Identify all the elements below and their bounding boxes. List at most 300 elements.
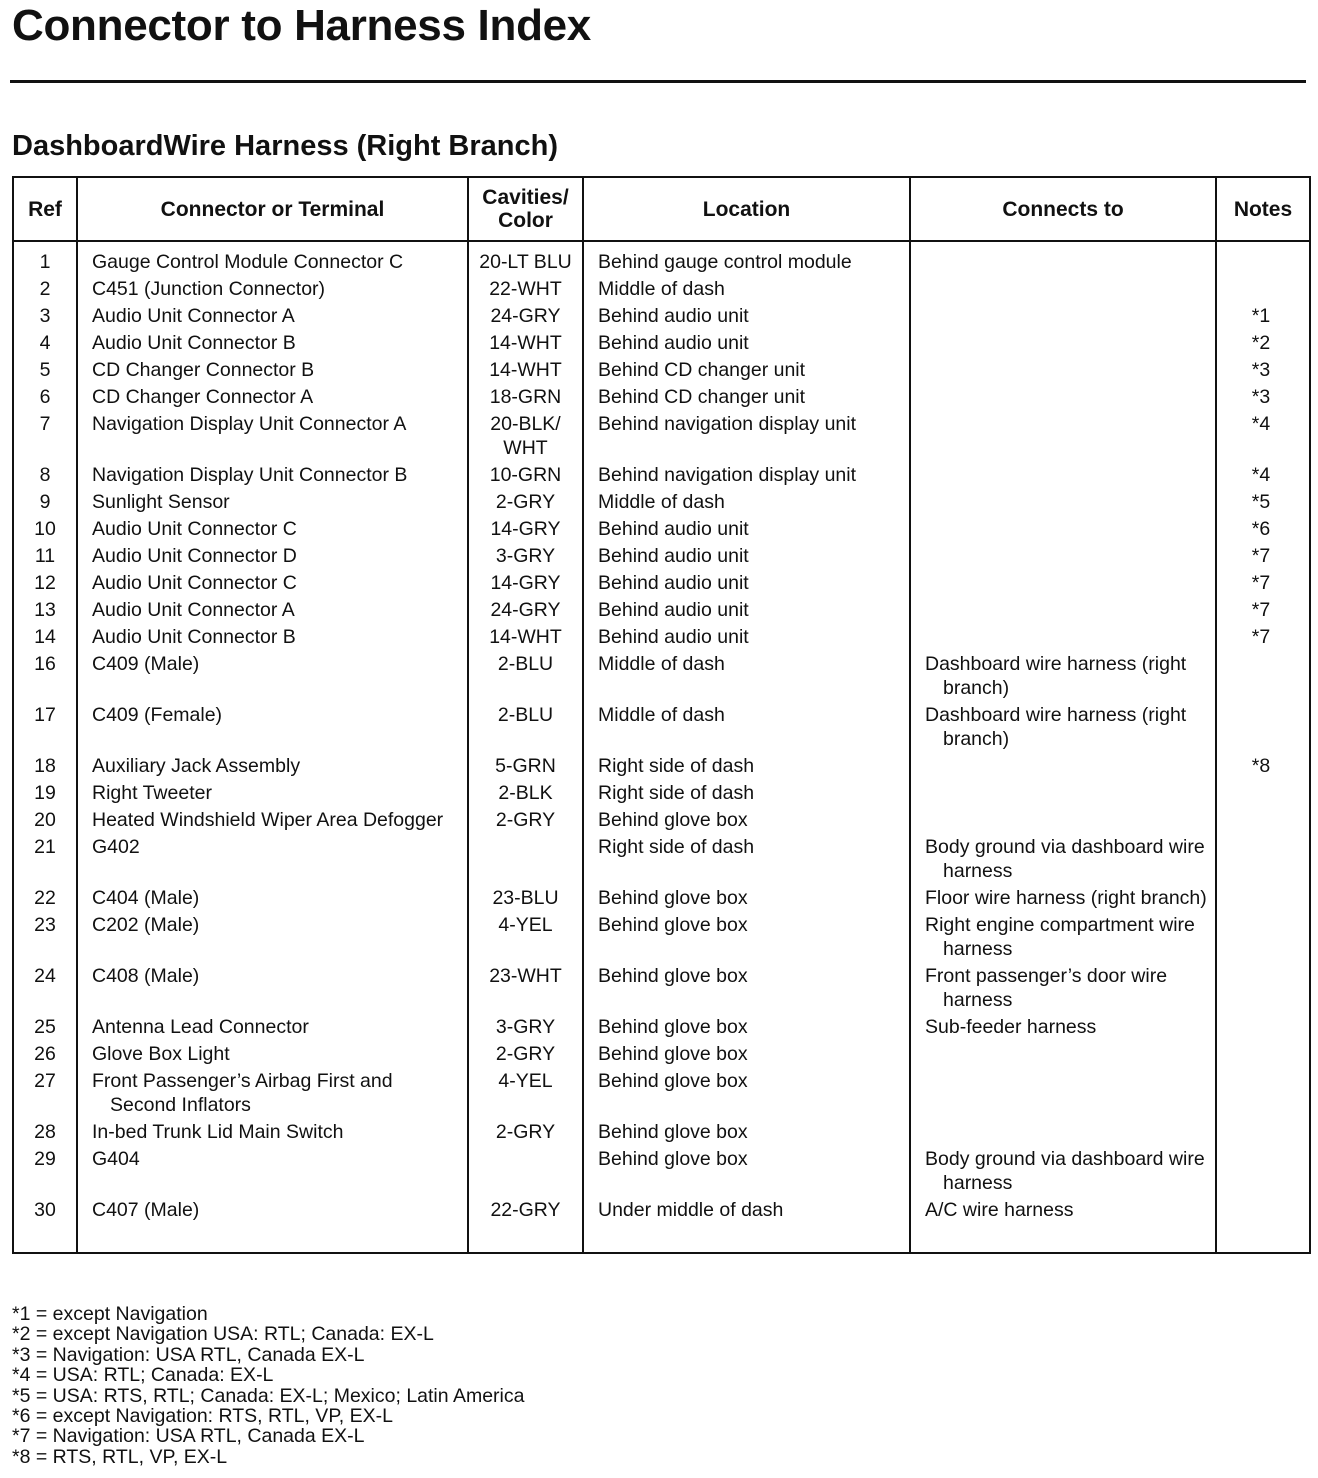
cavities-cell: [468, 410, 583, 461]
notes-cell: [1216, 302, 1310, 329]
connects-to-cell: [910, 302, 1216, 329]
connector-cell-text: Heated Windshield Wiper Area Defogger: [92, 809, 444, 831]
ref-cell-text: 29: [34, 1148, 56, 1170]
ref-cell: [13, 302, 77, 329]
ref-cell: [13, 701, 77, 752]
column-header-location: Location: [583, 177, 910, 241]
notes-cell: [1216, 752, 1310, 779]
ref-cell-text: 12: [34, 572, 56, 594]
ref-cell: [13, 1118, 77, 1145]
connector-cell: [77, 241, 468, 275]
column-header-cavities: [468, 177, 583, 241]
cavities-cell-text: 24-GRY: [490, 599, 561, 621]
connector-cell-text: Right Tweeter: [92, 782, 212, 804]
connects-to-cell: [910, 275, 1216, 302]
cavities-cell-text: 22-WHT: [489, 278, 562, 300]
connector-cell: [77, 1013, 468, 1040]
notes-cell-text: *3: [1251, 359, 1271, 381]
connector-cell-text: G404: [92, 1148, 140, 1170]
ref-cell-text: 11: [34, 545, 56, 567]
notes-cell-text: *6: [1251, 518, 1271, 540]
column-header-connects: Connects to: [910, 177, 1216, 241]
cavities-cell-text: 2-BLU: [497, 653, 554, 675]
ref-cell: [13, 806, 77, 833]
ref-cell: [13, 515, 77, 542]
cavities-cell: [468, 1013, 583, 1040]
cavities-cell: [468, 833, 583, 884]
connector-cell: [77, 410, 468, 461]
ref-cell: [13, 1067, 77, 1118]
page-title: Connector to Harness Index: [12, 1, 591, 50]
cavities-cell: [468, 1067, 583, 1118]
connector-cell: [77, 779, 468, 806]
footnote-line: *4 = USA: RTL; Canada: EX-L: [12, 1364, 274, 1387]
cavities-cell: [468, 1196, 583, 1253]
notes-cell: [1216, 383, 1310, 410]
location-cell: [583, 833, 910, 884]
location-cell-text: Behind audio unit: [598, 332, 749, 354]
cavities-cell-text: 20-BLK/ WHT: [490, 413, 561, 459]
table-header-row: [13, 177, 1310, 241]
location-cell: [583, 488, 910, 515]
connector-cell-text: CD Changer Connector A: [92, 386, 314, 408]
location-cell: [583, 356, 910, 383]
table-row: [13, 356, 1310, 383]
location-cell: [583, 410, 910, 461]
location-cell-text: Behind glove box: [598, 1043, 748, 1065]
notes-cell: [1216, 275, 1310, 302]
cavities-cell-text: 18-GRN: [489, 386, 562, 408]
location-cell: [583, 1145, 910, 1196]
notes-cell: [1216, 701, 1310, 752]
connects-to-cell: [910, 1040, 1216, 1067]
connector-cell: [77, 962, 468, 1013]
connects-to-cell: [910, 884, 1216, 911]
cavities-cell-text: 23-WHT: [489, 965, 562, 987]
notes-cell: [1216, 650, 1310, 701]
ref-cell-text: 10: [34, 518, 56, 540]
table-row: [13, 302, 1310, 329]
notes-cell: [1216, 806, 1310, 833]
footnote-line: *8 = RTS, RTL, VP, EX-L: [12, 1445, 228, 1468]
connector-cell-text: C409 (Male): [92, 653, 200, 675]
cavities-cell-text: 10-GRN: [489, 464, 562, 486]
connects-to-cell-text: Dashboard wire harness (right branch): [925, 653, 1187, 699]
cavities-cell-text: 5-GRN: [495, 755, 556, 777]
ref-cell: [13, 1013, 77, 1040]
cavities-cell-text: 2-GRY: [495, 809, 556, 831]
cavities-cell: [468, 302, 583, 329]
table-row: [13, 383, 1310, 410]
connects-to-cell: [910, 1196, 1216, 1253]
cavities-cell-text: 20-LT BLU: [479, 251, 572, 273]
location-cell: [583, 1118, 910, 1145]
cavities-cell-text: 3-GRY: [495, 1016, 556, 1038]
connector-cell: [77, 650, 468, 701]
ref-cell: [13, 542, 77, 569]
connects-to-cell: [910, 241, 1216, 275]
location-cell: [583, 1013, 910, 1040]
cavities-cell: [468, 275, 583, 302]
notes-cell: [1216, 911, 1310, 962]
connector-cell-text: C407 (Male): [92, 1199, 200, 1221]
connects-to-cell-text: Sub-feeder harness: [925, 1016, 1097, 1038]
connector-cell-text: Glove Box Light: [92, 1043, 230, 1065]
connects-to-cell-text: Body ground via dashboard wire harness: [925, 836, 1205, 882]
notes-cell: [1216, 461, 1310, 488]
notes-cell: [1216, 962, 1310, 1013]
location-cell: [583, 275, 910, 302]
column-header-cavities-line2: Color: [498, 209, 553, 232]
connector-cell: [77, 488, 468, 515]
connector-cell-text: Antenna Lead Connector: [92, 1016, 309, 1038]
ref-cell-text: 27: [34, 1070, 56, 1092]
connects-to-cell: [910, 596, 1216, 623]
ref-cell-text: 5: [39, 359, 51, 381]
connects-to-cell: [910, 356, 1216, 383]
location-cell-text: Middle of dash: [598, 278, 725, 300]
ref-cell: [13, 1196, 77, 1253]
ref-cell-text: 3: [39, 305, 51, 327]
table-row: [13, 884, 1310, 911]
notes-cell-text: *7: [1251, 572, 1271, 594]
ref-cell-text: 1: [39, 251, 51, 273]
ref-cell: [13, 650, 77, 701]
section-title: DashboardWire Harness (Right Branch): [12, 130, 559, 162]
notes-cell: [1216, 884, 1310, 911]
location-cell-text: Behind navigation display unit: [598, 413, 857, 435]
column-header-connector: Connector or Terminal: [77, 177, 468, 241]
location-cell: [583, 779, 910, 806]
notes-cell: [1216, 833, 1310, 884]
connector-cell: [77, 884, 468, 911]
cavities-cell: [468, 356, 583, 383]
connects-to-cell: [910, 461, 1216, 488]
table-row: [13, 461, 1310, 488]
harness-table: [12, 176, 1311, 1254]
connects-to-cell: [910, 806, 1216, 833]
notes-cell: [1216, 356, 1310, 383]
notes-cell: [1216, 410, 1310, 461]
cavities-cell-text: 14-WHT: [489, 359, 562, 381]
location-cell-text: Behind CD changer unit: [598, 386, 806, 408]
connector-cell-text: Audio Unit Connector A: [92, 305, 295, 327]
connector-cell-text: Gauge Control Module Connector C: [92, 251, 404, 273]
footnote-line: *3 = Navigation: USA RTL, Canada EX-L: [12, 1343, 365, 1366]
notes-cell: [1216, 488, 1310, 515]
location-cell: [583, 806, 910, 833]
cavities-cell: [468, 1118, 583, 1145]
ref-cell: [13, 596, 77, 623]
ref-cell-text: 14: [34, 626, 56, 648]
connects-to-cell: [910, 1013, 1216, 1040]
connects-to-cell: [910, 488, 1216, 515]
location-cell-text: Behind glove box: [598, 1121, 748, 1143]
location-cell: [583, 596, 910, 623]
connector-cell-text: Audio Unit Connector D: [92, 545, 297, 567]
ref-cell-text: 4: [39, 332, 51, 354]
ref-cell-text: 17: [34, 704, 56, 726]
connector-cell: [77, 461, 468, 488]
table-row: [13, 329, 1310, 356]
cavities-cell-text: 2-GRY: [495, 491, 556, 513]
table-row: [13, 779, 1310, 806]
location-cell-text: Under middle of dash: [598, 1199, 784, 1221]
ref-cell-text: 2: [39, 278, 51, 300]
cavities-cell: [468, 329, 583, 356]
table-row: [13, 752, 1310, 779]
connector-cell-text: Audio Unit Connector C: [92, 572, 297, 594]
notes-cell: [1216, 241, 1310, 275]
table-row: [13, 569, 1310, 596]
footnote-line: *5 = USA: RTS, RTL; Canada: EX-L; Mexico; Latin America: [12, 1384, 525, 1407]
connector-cell: [77, 542, 468, 569]
ref-cell-text: 7: [39, 413, 51, 435]
location-cell-text: Behind glove box: [598, 914, 748, 936]
notes-cell-text: *7: [1251, 626, 1271, 648]
ref-cell: [13, 1145, 77, 1196]
table-row: [13, 833, 1310, 884]
ref-cell: [13, 241, 77, 275]
table-row: [13, 410, 1310, 461]
notes-cell-text: *3: [1251, 386, 1271, 408]
location-cell-text: Behind CD changer unit: [598, 359, 806, 381]
ref-cell-text: 19: [34, 782, 56, 804]
ref-cell-text: 16: [34, 653, 56, 675]
ref-cell-text: 30: [34, 1199, 56, 1221]
connector-cell-text: C408 (Male): [92, 965, 200, 987]
cavities-cell: [468, 488, 583, 515]
connector-cell-text: G402: [92, 836, 140, 858]
notes-cell: [1216, 569, 1310, 596]
notes-cell-text: *2: [1251, 332, 1271, 354]
cavities-cell-text: 2-BLU: [497, 704, 554, 726]
connector-cell-text: Navigation Display Unit Connector A: [92, 413, 407, 435]
location-cell: [583, 302, 910, 329]
location-cell: [583, 650, 910, 701]
table-row: [13, 962, 1310, 1013]
connector-cell-text: C409 (Female): [92, 704, 223, 726]
ref-cell-text: 18: [34, 755, 56, 777]
column-header-notes: Notes: [1216, 177, 1310, 241]
notes-cell-text: *7: [1251, 599, 1271, 621]
connector-cell-text: Sunlight Sensor: [92, 491, 230, 513]
location-cell: [583, 752, 910, 779]
connector-cell-text: Audio Unit Connector B: [92, 626, 296, 648]
notes-cell: [1216, 1067, 1310, 1118]
notes-cell: [1216, 623, 1310, 650]
connects-to-cell-text: Front passenger’s door wire harness: [925, 965, 1168, 1011]
connects-to-cell-text: Right engine compartment wire harness: [925, 914, 1195, 960]
location-cell-text: Behind glove box: [598, 887, 748, 909]
title-divider: [10, 80, 1306, 83]
cavities-cell-text: 14-WHT: [489, 332, 562, 354]
table-row: [13, 1040, 1310, 1067]
table-row: [13, 488, 1310, 515]
ref-cell-text: 9: [39, 491, 51, 513]
location-cell: [583, 241, 910, 275]
cavities-cell: [468, 701, 583, 752]
notes-cell: [1216, 542, 1310, 569]
cavities-cell: [468, 241, 583, 275]
connects-to-cell: [910, 515, 1216, 542]
connector-cell-text: C404 (Male): [92, 887, 200, 909]
table-row: [13, 650, 1310, 701]
ref-cell: [13, 275, 77, 302]
location-cell-text: Behind audio unit: [598, 518, 749, 540]
cavities-cell-text: 4-YEL: [498, 914, 553, 936]
connects-to-cell-text: Dashboard wire harness (right branch): [925, 704, 1187, 750]
table-row: [13, 806, 1310, 833]
ref-cell: [13, 884, 77, 911]
location-cell-text: Behind gauge control module: [598, 251, 852, 273]
location-cell: [583, 383, 910, 410]
connects-to-cell: [910, 962, 1216, 1013]
location-cell-text: Behind audio unit: [598, 599, 749, 621]
cavities-cell-text: 4-YEL: [498, 1070, 553, 1092]
connector-cell: [77, 1196, 468, 1253]
connects-to-cell: [910, 1145, 1216, 1196]
table-row: [13, 1118, 1310, 1145]
cavities-cell: [468, 779, 583, 806]
footnotes: [12, 1304, 524, 1467]
notes-cell: [1216, 1145, 1310, 1196]
cavities-cell-text: 24-GRY: [490, 305, 561, 327]
connector-cell: [77, 383, 468, 410]
ref-cell-text: 25: [34, 1016, 56, 1038]
table-row: [13, 275, 1310, 302]
cavities-cell-text: 14-GRY: [490, 518, 561, 540]
connector-cell-text: In-bed Trunk Lid Main Switch: [92, 1121, 344, 1143]
connector-cell: [77, 752, 468, 779]
notes-cell-text: *4: [1251, 464, 1271, 486]
ref-cell: [13, 488, 77, 515]
ref-cell: [13, 779, 77, 806]
ref-cell-text: 23: [34, 914, 56, 936]
notes-cell: [1216, 515, 1310, 542]
ref-cell-text: 20: [34, 809, 56, 831]
notes-cell: [1216, 329, 1310, 356]
connector-cell-text: Navigation Display Unit Connector B: [92, 464, 408, 486]
ref-cell: [13, 569, 77, 596]
ref-cell-text: 6: [39, 386, 51, 408]
connects-to-cell: [910, 1118, 1216, 1145]
notes-cell: [1216, 1013, 1310, 1040]
connects-to-cell-text: Body ground via dashboard wire harness: [925, 1148, 1205, 1194]
table-row: [13, 515, 1310, 542]
ref-cell: [13, 911, 77, 962]
location-cell-text: Behind glove box: [598, 1148, 748, 1170]
connector-cell-text: Audio Unit Connector C: [92, 518, 297, 540]
ref-cell: [13, 383, 77, 410]
connector-cell: [77, 569, 468, 596]
connects-to-cell: [910, 623, 1216, 650]
footnote-line: *1 = except Navigation: [12, 1303, 208, 1325]
connector-cell: [77, 275, 468, 302]
table-row: [13, 596, 1310, 623]
connector-cell-text: Audio Unit Connector A: [92, 599, 295, 621]
connector-cell: [77, 596, 468, 623]
cavities-cell-text: 2-GRY: [495, 1043, 556, 1065]
connects-to-cell: [910, 329, 1216, 356]
connector-cell-text: Auxiliary Jack Assembly: [92, 755, 301, 777]
table-row: [13, 911, 1310, 962]
connects-to-cell: [910, 383, 1216, 410]
cavities-cell-text: 14-GRY: [490, 572, 561, 594]
location-cell: [583, 1196, 910, 1253]
cavities-cell: [468, 962, 583, 1013]
connects-to-cell-text: A/C wire harness: [925, 1199, 1074, 1221]
connects-to-cell: [910, 650, 1216, 701]
location-cell: [583, 911, 910, 962]
ref-cell-text: 26: [34, 1043, 56, 1065]
cavities-cell: [468, 383, 583, 410]
connector-cell: [77, 1118, 468, 1145]
cavities-cell: [468, 650, 583, 701]
location-cell-text: Behind navigation display unit: [598, 464, 857, 486]
cavities-cell: [468, 752, 583, 779]
location-cell: [583, 461, 910, 488]
location-cell: [583, 515, 910, 542]
connector-cell: [77, 1040, 468, 1067]
location-cell-text: Behind glove box: [598, 965, 748, 987]
notes-cell-text: *5: [1251, 491, 1271, 513]
connects-to-cell: [910, 410, 1216, 461]
table-row: [13, 623, 1310, 650]
connector-cell: [77, 911, 468, 962]
connector-cell-text: C202 (Male): [92, 914, 200, 936]
table-row: [13, 1196, 1310, 1253]
connects-to-cell: [910, 569, 1216, 596]
ref-cell: [13, 1040, 77, 1067]
cavities-cell-text: 23-BLU: [492, 887, 559, 909]
cavities-cell: [468, 542, 583, 569]
column-header-ref: Ref: [13, 177, 77, 241]
connector-cell: [77, 1145, 468, 1196]
notes-cell: [1216, 779, 1310, 806]
location-cell-text: Behind audio unit: [598, 545, 749, 567]
location-cell-text: Behind audio unit: [598, 626, 749, 648]
cavities-cell-text: 2-BLK: [498, 782, 553, 804]
connects-to-cell: [910, 1067, 1216, 1118]
ref-cell: [13, 356, 77, 383]
notes-cell: [1216, 1040, 1310, 1067]
table-row: [13, 1013, 1310, 1040]
notes-cell-text: *7: [1251, 545, 1271, 567]
notes-cell: [1216, 596, 1310, 623]
notes-cell-text: *1: [1251, 305, 1271, 327]
connector-cell: [77, 356, 468, 383]
ref-cell: [13, 833, 77, 884]
connects-to-cell: [910, 911, 1216, 962]
connector-cell-text: Audio Unit Connector B: [92, 332, 296, 354]
connects-to-cell: [910, 833, 1216, 884]
connector-cell-text: Front Passenger’s Airbag First and Second Inflators: [92, 1070, 393, 1116]
ref-cell-text: 21: [34, 836, 56, 858]
location-cell-text: Right side of dash: [598, 755, 755, 777]
location-cell: [583, 569, 910, 596]
cavities-cell: [468, 461, 583, 488]
cavities-cell: [468, 623, 583, 650]
connector-cell: [77, 701, 468, 752]
cavities-cell: [468, 596, 583, 623]
footnote-line: *2 = except Navigation USA: RTL; Canada: EX-L: [12, 1323, 434, 1346]
ref-cell-text: 24: [34, 965, 56, 987]
location-cell-text: Middle of dash: [598, 704, 725, 726]
cavities-cell: [468, 1145, 583, 1196]
connector-cell: [77, 833, 468, 884]
footnote-line: *7 = Navigation: USA RTL, Canada EX-L: [12, 1425, 365, 1448]
